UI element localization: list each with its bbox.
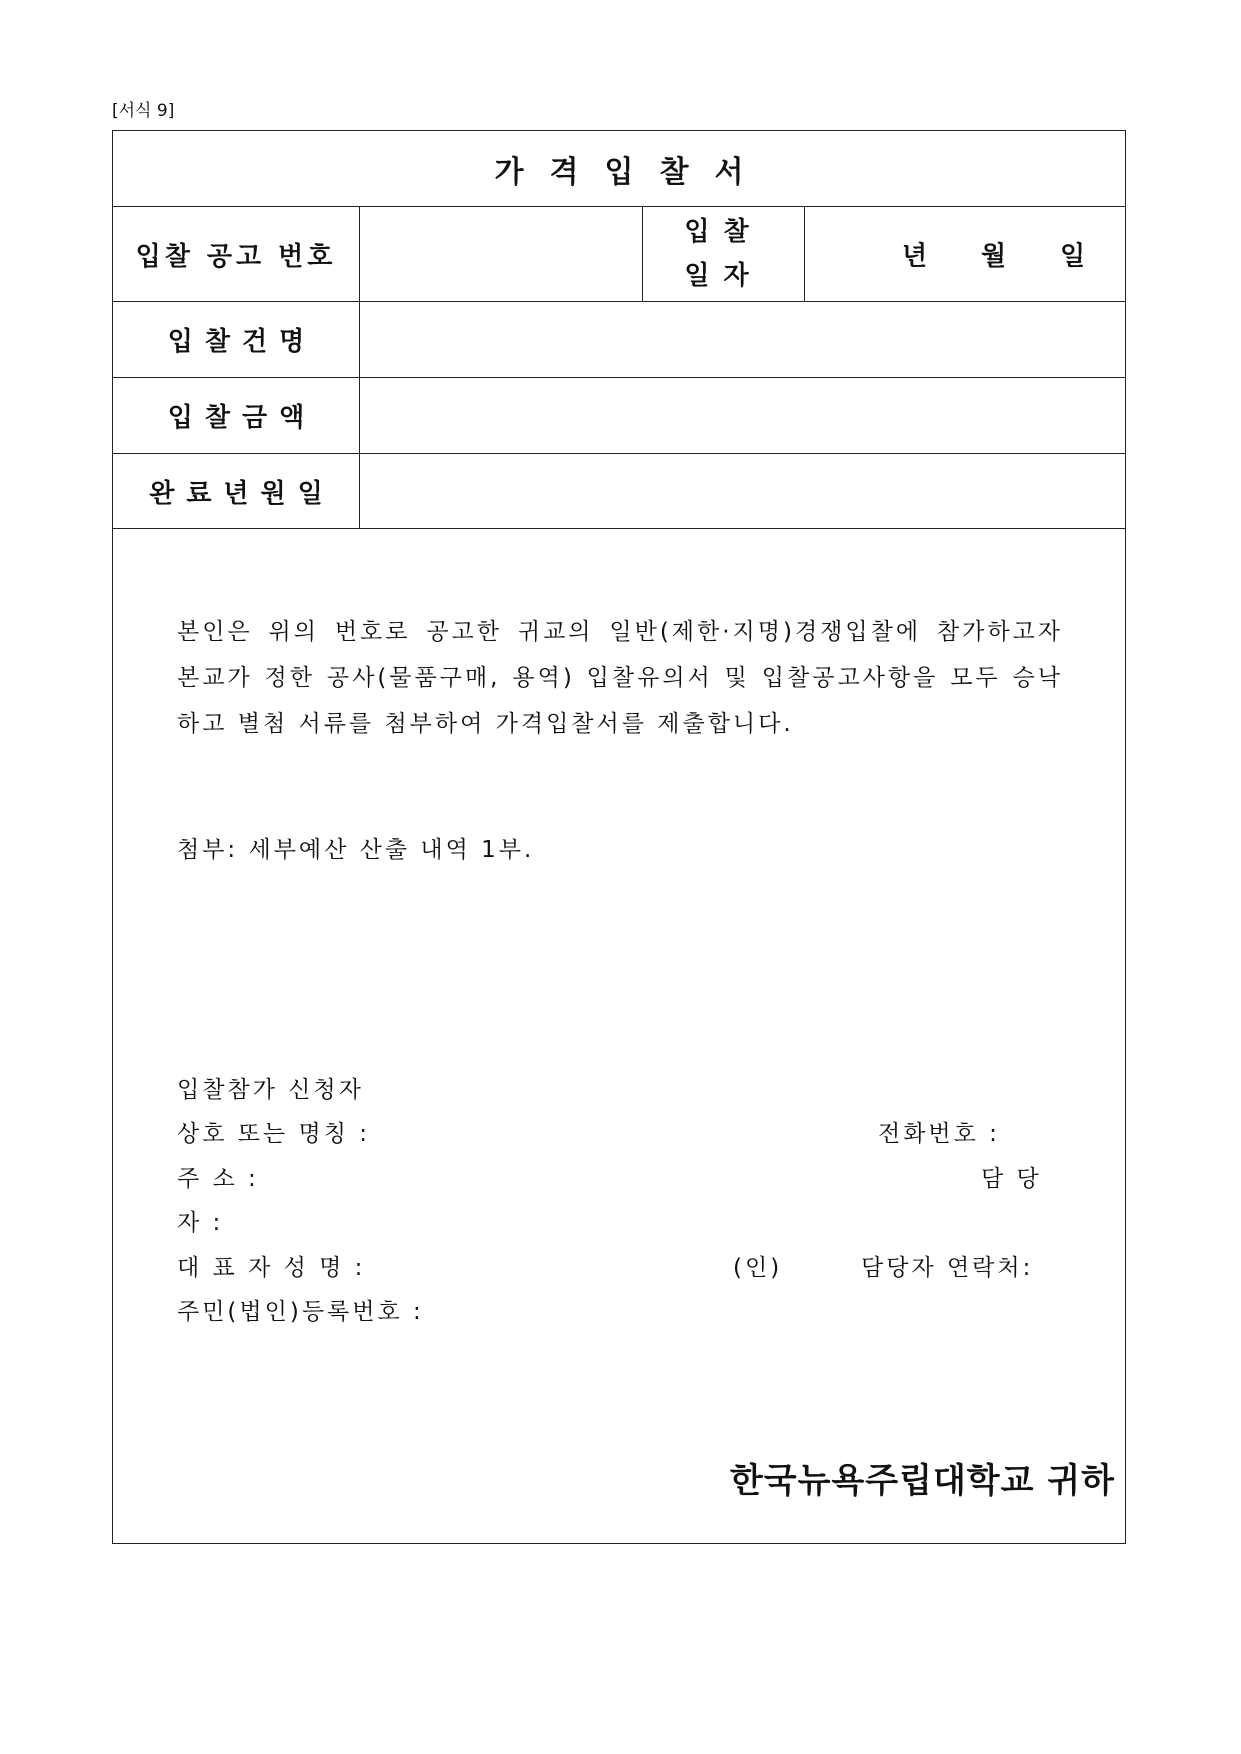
bid-name-field[interactable] bbox=[360, 302, 1125, 377]
representative-name-label: 대 표 자 성 명 : bbox=[177, 1255, 366, 1281]
registration-number-label: 주민(법인)등록번호 : bbox=[177, 1299, 424, 1325]
date-year: 년 bbox=[902, 241, 928, 272]
manager-label-b: 자 : bbox=[177, 1210, 224, 1236]
company-name-label: 상호 또는 명칭 : bbox=[177, 1121, 370, 1147]
form-number: [서식 9] bbox=[112, 101, 175, 121]
address-label: 주 소 : bbox=[177, 1166, 259, 1192]
attachment-note: 첨부: 세부예산 산출 내역 1부. bbox=[177, 837, 535, 863]
bid-amount-row bbox=[113, 378, 1125, 454]
notice-number-label: 입찰 공고 번호 bbox=[135, 241, 337, 272]
addressee: 한국뉴욕주립대학교 귀하 bbox=[729, 1461, 1115, 1501]
bid-amount-label: 입찰금액 bbox=[167, 403, 317, 433]
completion-date-label: 완료년원일 bbox=[149, 478, 335, 509]
manager-contact-label: 담당자 연락처: bbox=[861, 1255, 1034, 1281]
date-day: 일 bbox=[1060, 241, 1086, 272]
bid-name-label: 입찰건명 bbox=[167, 327, 317, 357]
phone-label: 전화번호 : bbox=[878, 1121, 1000, 1147]
completion-date-row bbox=[113, 454, 1125, 529]
seal-mark: (인) bbox=[733, 1255, 783, 1281]
bid-form bbox=[112, 130, 1126, 1544]
bid-name-row bbox=[113, 302, 1125, 378]
bid-amount-field[interactable] bbox=[360, 378, 1125, 453]
applicant-heading: 입찰참가 신청자 bbox=[177, 1077, 364, 1103]
bid-date-label: 입찰일자 bbox=[684, 217, 763, 291]
notice-number-field[interactable] bbox=[360, 207, 643, 301]
statement-text: 본인은 위의 번호로 공고한 귀교의 일반(제한·지명)경쟁입찰에 참가하고자 본교가 정한 공사(물품구매, 용역) 입찰유의서 및 입찰공고사항을 모두 승낙하고 별첨 서류를 첨부하여 가격입찰서를 제출합니다. bbox=[177, 619, 1063, 737]
title-row bbox=[113, 131, 1125, 207]
bid-date-field[interactable] bbox=[805, 207, 1125, 301]
manager-label-a: 담 당 bbox=[981, 1166, 1042, 1192]
document-title: 가격입찰서 bbox=[494, 154, 770, 190]
completion-date-field[interactable] bbox=[360, 454, 1125, 528]
date-month: 월 bbox=[981, 241, 1007, 272]
notice-row bbox=[113, 207, 1125, 302]
